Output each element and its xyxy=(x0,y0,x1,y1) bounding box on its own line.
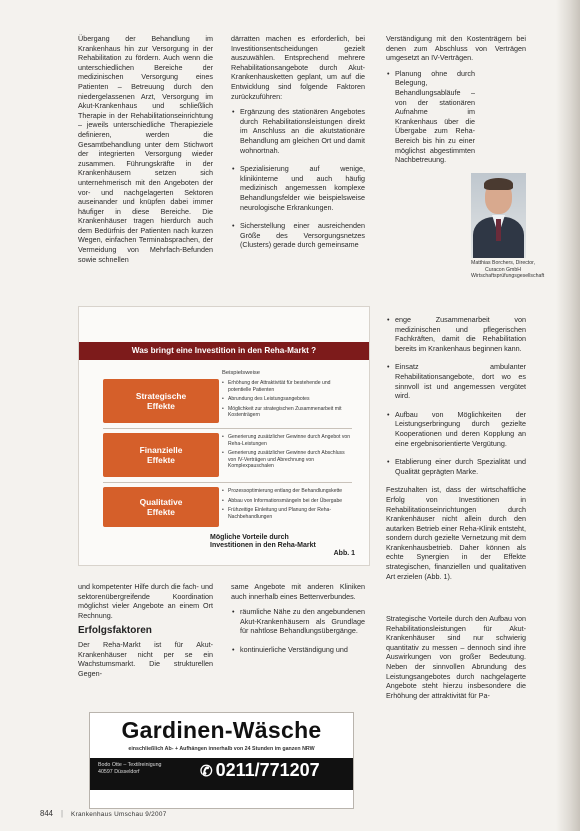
article-column-3-bottom xyxy=(386,614,526,706)
qualitative-effects-list xyxy=(222,488,352,523)
page-footer xyxy=(40,809,167,818)
qualitative-effects-box xyxy=(103,487,219,527)
list-item: • Sicherstellung einer ausreichenden Größe des Versorgungsnetzes (Clusters) gerade durch gemeinsame xyxy=(240,221,365,250)
article-column-2-lower xyxy=(231,582,365,664)
financial-effects-box xyxy=(103,433,219,477)
ad-address: Bodo Otte – Textilreinigung 40597 Düsseldorf xyxy=(98,762,162,775)
bullet-list xyxy=(386,315,526,476)
publication-name: Krankenhaus Umschau 9/2007 xyxy=(71,811,167,818)
list-item: • Abrundung des Leistungsangebotes xyxy=(222,396,352,403)
figure-benefits-label: Beispielsweise xyxy=(222,370,261,376)
box-label: Effekte xyxy=(147,507,175,517)
bullet-list xyxy=(231,107,365,250)
paragraph: Strategische Vorteile durch den Aufbau von Rehabilitationsleistungen für Akut-Krankenhäuser sind nur schwierig quantitativ zu messen – dennoch sind ihre Auswirkungen von großer Bedeutung. Neben der sinnvollen Abrundung des Leistungsangebotes durch nachgelagerte Angebote steht hierzu insbesondere die Erhöhung der attraktivität für Pa- xyxy=(386,614,526,700)
telephone-icon: ✆ xyxy=(200,763,213,780)
list-item: • Planung ohne durch Belegung, Behandlungsabläufe – von der stationären Aufnahme im Krankenhaus über die Übergabe zum Reha-Bereich bis hin zu einer möglichst abgestimmten Nachbetreuung. xyxy=(395,69,475,165)
box-label: Effekte xyxy=(147,455,175,465)
figure-title: Was bringt eine Investition in den Reha-Markt ? xyxy=(131,346,317,355)
paragraph: Der Reha-Markt ist für Akut-Krankenhäuser nicht per se ein Wachstumsmarkt. Die strukturellen Gegen- xyxy=(78,639,213,678)
phone-text: 0211/771207 xyxy=(215,760,320,780)
ad-subtitle: einschließlich Ab- + Aufhängen innerhalb von 24 Stunden im ganzen NRW xyxy=(128,746,315,752)
figure-reha-investment xyxy=(78,306,370,566)
figure-header-bar xyxy=(79,342,369,360)
paragraph: und kompetenter Hilfe durch die fach- und sektorenübergreifende Koordination möglichst vieler Angebote an einem Ort Rechnung. xyxy=(78,582,213,620)
strategic-effects-box xyxy=(103,379,219,423)
article-column-1 xyxy=(78,34,213,270)
article-column-2 xyxy=(231,34,365,259)
list-item: • räumliche Nähe zu den angebundenen Akut-Krankenhäusern als Grundlage für nahtlose Behandlungsübergänge. xyxy=(240,607,365,636)
photo-caption: Matthias Borchers, Director, Curacon GmbH Wirtschaftsprüfungsgesellschaft xyxy=(471,260,545,280)
strategic-effects-list xyxy=(222,380,352,422)
divider xyxy=(103,428,352,429)
footer-separator: | xyxy=(61,809,64,818)
figure-number: Abb. 1 xyxy=(333,550,355,557)
list-item: • Spezialisierung auf wenige, klinikinterne und auch häufig medizinisch angemessen komplexe Behandlungsfelder wie beispielsweise neurologische Erkrankungen. xyxy=(240,164,365,212)
list-item: • Aufbau von Möglichkeiten der Leistungserbringung durch gezielte Kooperationen und deren Kopplung an eine ergebnisorientierte Vergütung. xyxy=(395,410,526,448)
ad-brand-name: Gardinen-Wäsche xyxy=(121,717,322,743)
paragraph: same Angebote mit anderen Kliniken auch innerhalb eines Bettenverbundes. xyxy=(231,582,365,601)
paragraph: därratten machen es erforderlich, bei Investitionsentscheidungen gezielt auszuwählen. Entsprechend mehrere Rehabilitationsangebote durch Akut-Krankenhausketten geplant, um auf die Entwicklung sind folgende Faktoren zurückzuführen: xyxy=(231,34,365,101)
photo-tie xyxy=(496,219,501,241)
ad-phone-number xyxy=(200,760,320,781)
paragraph: Verständigung mit den Kostenträgern bei denen zum Abschluss von Verträgen umgesetzt an IV-Verträgen. xyxy=(386,34,526,63)
photo-hair xyxy=(484,178,513,190)
paragraph: Übergang der Behandlung im Krankenhaus hin zur Versorgung in der Rehabilitation zu fördern. Auch wenn die unterschiedlichen Bereiche der medizinischen Versorgung eines Patienten – Betreuung durch den niedergelassenen Arzt, Versorgung im Akut-Krankenhaus und schließlich Therapie in der Rehabilitationseinrichtung – jeweils unterschiedliche Therapieziele definieren, werden die Gesamtbehandlung unter dem Stichwort der integrierten Versorgung wieder zusammen. Führungskräfte in der Krankenhäusern setzen sich unternehmerisch mit den Angeboten der vor- und nachgelagerten Sektoren auseinander und knüpfen dabei immer häufiger in diese Bereiche. Die Krankenhäuser tragen hierdurch auch dem Bedürfnis der Patienten nach kurzen Wegen, einfachen Terminabsprachen, der Vermeidung von Mehrfach-Befunden sowie schnellen xyxy=(78,34,213,264)
list-item: • Einsatz ambulanter Rehabilitationsangebote, dort wo es sinnvoll ist und angemessen vergütet wird. xyxy=(395,362,526,400)
box-label: Strategische xyxy=(135,391,187,401)
list-item: • Möglichkeit zur strategischen Zusammenarbeit mit Kostenträgern xyxy=(222,406,352,419)
divider xyxy=(103,482,352,483)
list-item: • Etablierung einer durch Spezialität und Qualität geprägten Marke. xyxy=(395,457,526,476)
advertisement-gardinen-waesche xyxy=(89,712,354,809)
box-label: Effekte xyxy=(147,401,175,411)
section-heading: Erfolgsfaktoren xyxy=(78,625,152,637)
article-column-1-lower xyxy=(78,582,213,684)
list-item: • Abbau von Informationsmängeln bei der Übergabe xyxy=(222,498,352,505)
bullet-list xyxy=(386,69,526,165)
bullet-list xyxy=(231,607,365,654)
list-item: • Generierung zusätzlicher Gewinne durch Abschluss von IV-Verträgen und Abrechnung von Komplexpauschalen xyxy=(222,450,352,470)
list-item: • Ergänzung des stationären Angebotes durch Rehabilitationsleistungen direkt im Anschluss an die akutstationäre Behandlung am gleichen Ort und damit wohnortnah. xyxy=(240,107,365,155)
list-item: • Prozessoptimierung entlang der Behandlungskette xyxy=(222,488,352,495)
page-number: 844 xyxy=(40,809,54,818)
ad-contact-bar xyxy=(90,758,353,790)
figure-caption: Mögliche Vorteile durch Investitionen in den Reha-Markt xyxy=(210,534,316,550)
list-item: • Erhöhung der Attraktivität für bestehende und potentielle Patienten xyxy=(222,380,352,393)
article-column-3-lower xyxy=(386,315,526,587)
box-label: Qualitative xyxy=(139,497,183,507)
list-item: • enge Zusammenarbeit von medizinischen und pflegerischen Fachkräften, damit die Rehabilitation bereits im Krankenhaus beginnen kann. xyxy=(395,315,526,353)
financial-effects-list xyxy=(222,434,352,473)
list-item: • Frühzeitige Einleitung und Planung der Reha-Nachbehandlungen xyxy=(222,507,352,520)
list-item: • kontinuierliche Verständigung und xyxy=(240,645,365,655)
box-label: Finanzielle xyxy=(139,445,183,455)
paragraph: Festzuhalten ist, dass der wirtschaftliche Erfolg von Investitionen in Rehabilitationseinrichtungen durch Krankenhäuser nicht allein durch den autarken Betrieb einer Reha-Klinik entsteht, sondern durch gezielte Vernetzung mit dem Krankenhausbetrieb. Daher können als echte Synergien in der Effekte strategischen, finanziellen und qualitativen Art erzielen (Abb. 1). xyxy=(386,485,526,581)
page-gutter-shadow xyxy=(556,0,580,831)
article-column-3 xyxy=(386,34,526,174)
author-portrait-photo xyxy=(471,173,526,258)
list-item: • Generierung zusätzlicher Gewinne durch Angebot von Reha-Leistungen xyxy=(222,434,352,447)
